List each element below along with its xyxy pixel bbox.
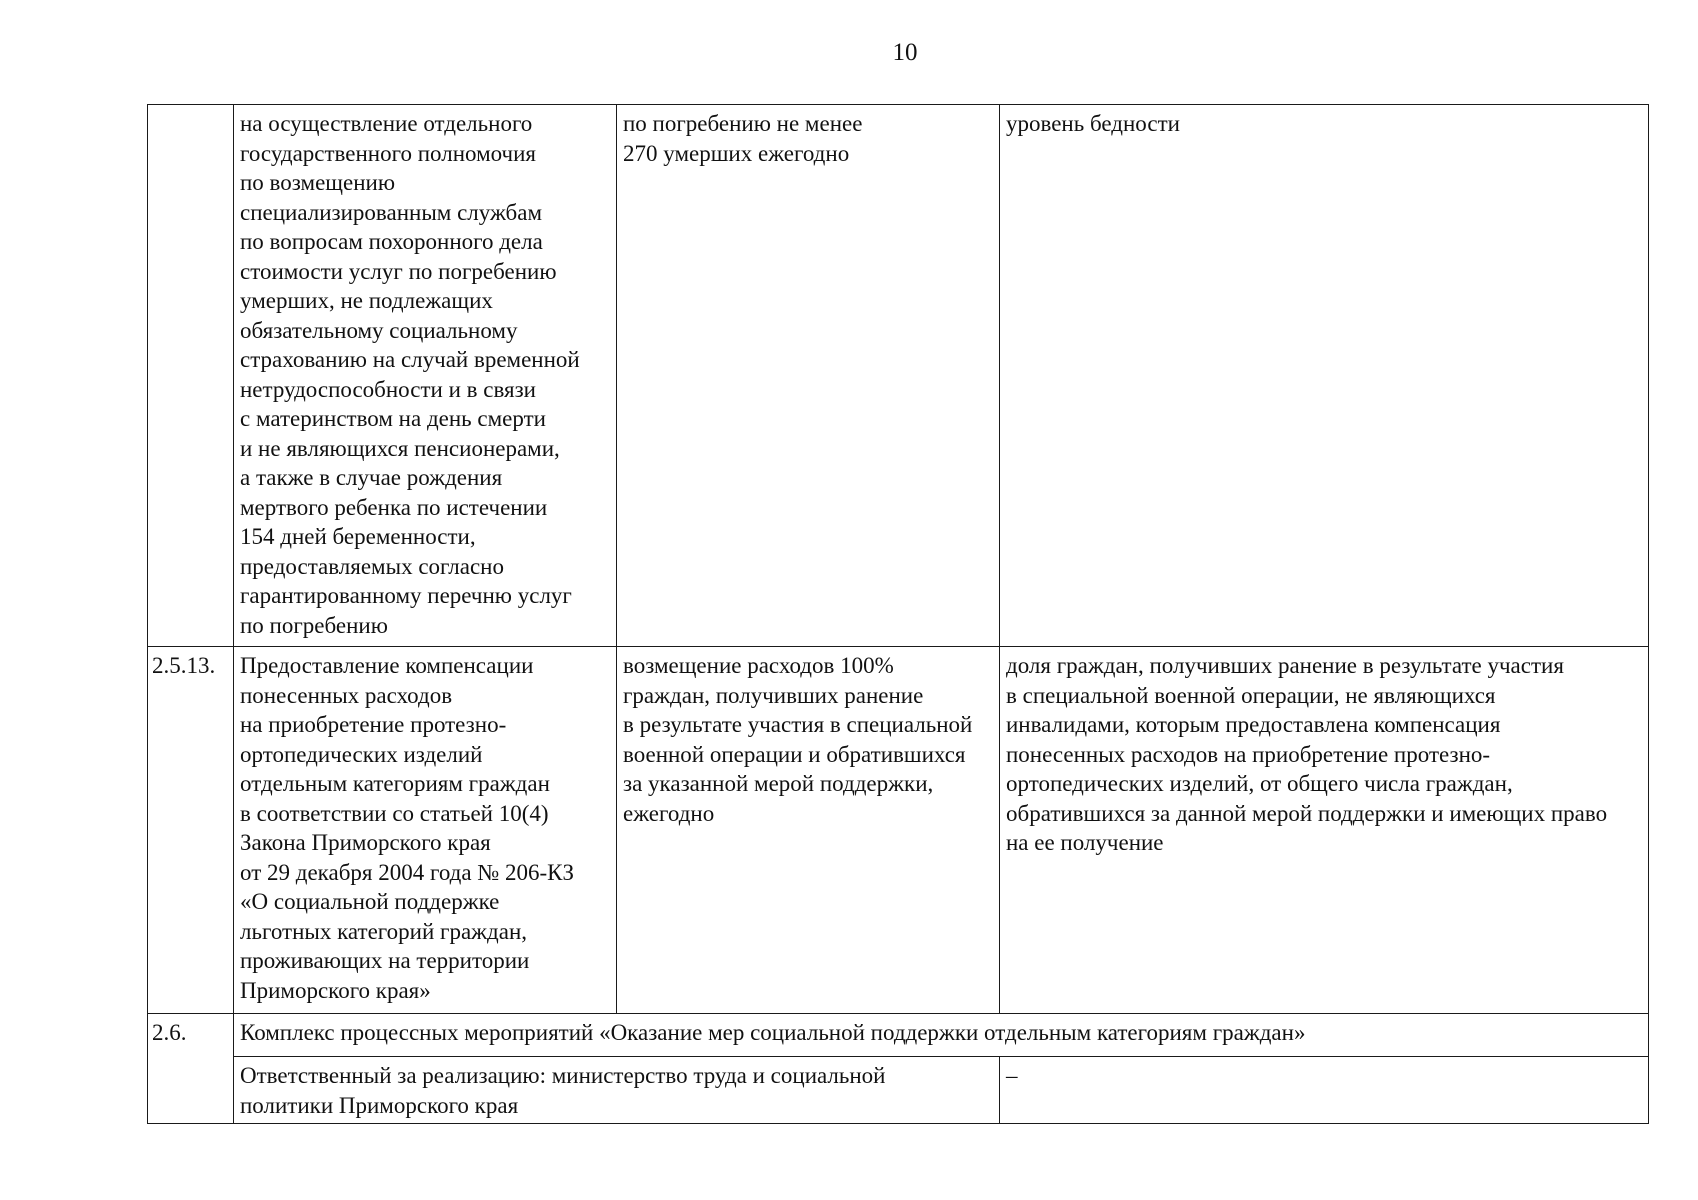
section-number-cell: 2.6. <box>148 1014 234 1124</box>
measure-name-cell: Предоставление компенсации понесенных расходов на приобретение протезно- ортопедических изделий отдельным категориям граждан в соответствии со статьей 10(4) Закона Приморского края от 29 декабря 2004 года № 206-КЗ «О социальной поддержке льготных категорий граждан, проживающих на территории Приморского края» <box>234 647 617 1014</box>
measure-name-cell: на осуществление отдельного государственного полномочия по возмещению специализированным службам по вопросам похоронного дела стоимости услуг по погребению умерших, не подлежащих обязательному социальному страхованию на случай временной нетрудоспособности и в связи с материнством на день смерти и не являющихся пенсионерами, а также в случае рождения мертвого ребенка по истечении 154 дней беременности, предоставляемых согласно гарантированному перечню услуг по погребению <box>234 105 617 647</box>
responsible-cell: Ответственный за реализацию: министерство труда и социальной политики Приморского края <box>234 1057 1000 1124</box>
row-number-cell: 2.5.13. <box>148 647 234 1014</box>
indicator-cell: доля граждан, получивших ранение в результате участия в специальной военной операции, не являющихся инвалидами, которым предоставлена компенсация понесенных расходов на приобретение протезно- ортопедических изделий, от общего числа граждан, обратившихся за данной мерой поддержки и имеющих право на ее получение <box>1000 647 1649 1014</box>
responsible-row <box>148 1057 1649 1124</box>
section-header-row <box>148 1014 1649 1057</box>
table-row <box>148 105 1649 647</box>
page-number: 10 <box>892 39 918 66</box>
section-title-cell: Комплекс процессных мероприятий «Оказание мер социальной поддержки отдельным категориям граждан» <box>234 1014 1649 1057</box>
responsible-value-cell: – <box>1000 1057 1649 1124</box>
indicator-cell: уровень бедности <box>1000 105 1649 647</box>
row-number-cell <box>148 105 234 647</box>
measures-table <box>147 104 1649 1124</box>
expected-result-cell: возмещение расходов 100% граждан, получивших ранение в результате участия в специальной военной операции и обратившихся за указанной мерой поддержки, ежегодно <box>617 647 1000 1014</box>
table-row <box>148 647 1649 1014</box>
expected-result-cell: по погребению не менее 270 умерших ежегодно <box>617 105 1000 647</box>
